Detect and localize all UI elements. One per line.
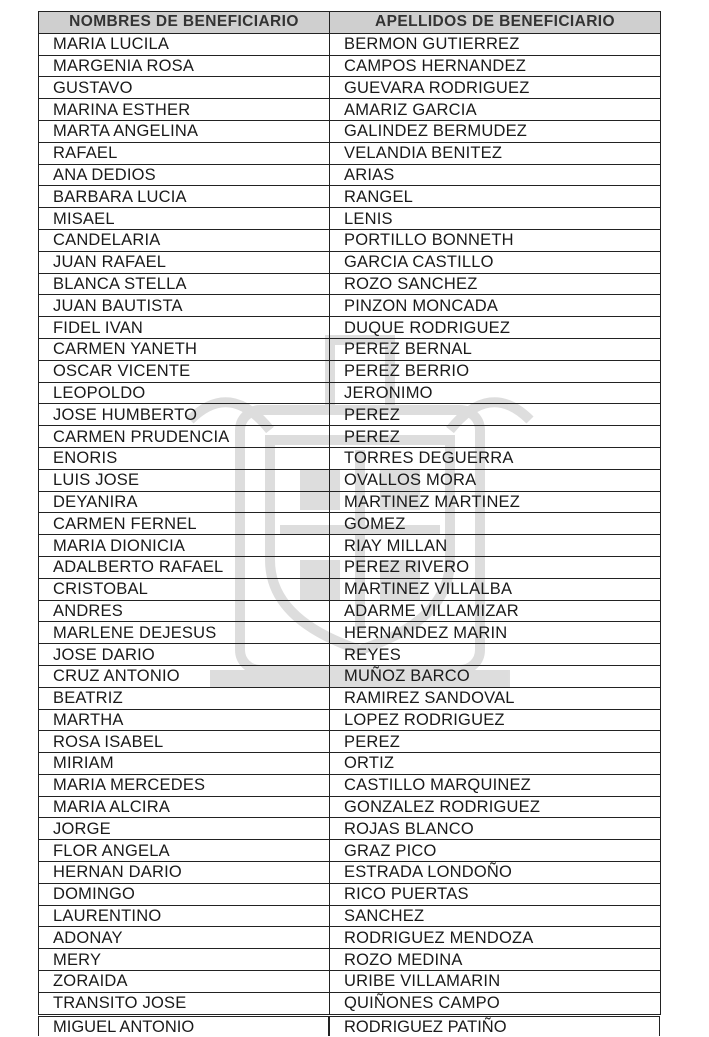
table-row	[39, 753, 661, 775]
last-name-cell: URIBE VILLAMARIN	[330, 971, 661, 993]
last-name-cell: TORRES DEGUERRA	[330, 447, 661, 469]
first-name-cell: JUAN BAUTISTA	[39, 295, 330, 317]
first-name-cell: ADONAY	[39, 927, 330, 949]
last-name-cell: CAMPOS HERNANDEZ	[330, 55, 661, 77]
table-row	[39, 513, 661, 535]
last-name-cell: LOPEZ RODRIGUEZ	[330, 709, 661, 731]
first-name-cell: ADALBERTO RAFAEL	[39, 556, 330, 578]
first-name-cell: ZORAIDA	[39, 971, 330, 993]
first-name-cell: CRISTOBAL	[39, 578, 330, 600]
last-name-cell: LENIS	[330, 208, 661, 230]
first-name-cell: RAFAEL	[39, 142, 330, 164]
last-name-cell: ROZO MEDINA	[330, 949, 661, 971]
table-row	[39, 818, 661, 840]
last-name-cell: MARTINEZ MARTINEZ	[330, 491, 661, 513]
table-row	[39, 229, 661, 251]
table-row	[39, 905, 661, 927]
last-name-cell: GALINDEZ BERMUDEZ	[330, 120, 661, 142]
last-name-cell: PEREZ	[330, 426, 661, 448]
first-name-cell: BEATRIZ	[39, 687, 330, 709]
first-name-cell: JOSE HUMBERTO	[39, 404, 330, 426]
table-row	[39, 862, 661, 884]
table-row	[39, 600, 661, 622]
table-row	[39, 120, 661, 142]
table-row	[39, 644, 661, 666]
first-name-cell: OSCAR VICENTE	[39, 360, 330, 382]
last-name-cell: GUEVARA RODRIGUEZ	[330, 77, 661, 99]
last-name-cell: GRAZ PICO	[330, 840, 661, 862]
table-row	[39, 186, 661, 208]
first-name-cell: BARBARA LUCIA	[39, 186, 330, 208]
beneficiary-table	[38, 11, 661, 1015]
last-name-cell: AMARIZ GARCIA	[330, 99, 661, 121]
last-name-cell: PEREZ	[330, 731, 661, 753]
last-name-cell: DUQUE RODRIGUEZ	[330, 317, 661, 339]
last-name-cell: QUIÑONES CAMPO	[330, 992, 661, 1014]
table-row	[39, 55, 661, 77]
last-name-cell: VELANDIA BENITEZ	[330, 142, 661, 164]
last-name-cell: MUÑOZ BARCO	[330, 665, 661, 687]
first-name-cell: JORGE	[39, 818, 330, 840]
last-name-cell: RODRIGUEZ MENDOZA	[330, 927, 661, 949]
first-name-cell: MARIA ALCIRA	[39, 796, 330, 818]
table-row	[39, 971, 661, 993]
last-name-cell: PINZON MONCADA	[330, 295, 661, 317]
last-name-cell: GONZALEZ RODRIGUEZ	[330, 796, 661, 818]
first-name-cell: MARTHA	[39, 709, 330, 731]
first-name-cell: DEYANIRA	[39, 491, 330, 513]
last-name-cell: ADARME VILLAMIZAR	[330, 600, 661, 622]
first-name-cell: FLOR ANGELA	[39, 840, 330, 862]
table-row	[39, 77, 661, 99]
first-name-cell: MISAEL	[39, 208, 330, 230]
last-name-cell: RAMIREZ SANDOVAL	[330, 687, 661, 709]
table-header-row	[39, 12, 661, 34]
table-row	[39, 840, 661, 862]
first-name-cell: MARGENIA ROSA	[39, 55, 330, 77]
table-row	[39, 578, 661, 600]
last-name-cell: PORTILLO BONNETH	[330, 229, 661, 251]
table-row	[39, 338, 661, 360]
table-row	[39, 992, 661, 1014]
first-name-cell: MERY	[39, 949, 330, 971]
last-name-cell: BERMON GUTIERREZ	[330, 33, 661, 55]
first-name-cell: ANDRES	[39, 600, 330, 622]
first-name-cell: MARIA MERCEDES	[39, 774, 330, 796]
last-name-cell: PEREZ BERNAL	[330, 338, 661, 360]
partial-first-name: MIGUEL ANTONIO	[38, 1016, 329, 1036]
first-name-cell: MARTA ANGELINA	[39, 120, 330, 142]
first-name-cell: JUAN RAFAEL	[39, 251, 330, 273]
last-name-cell: ORTIZ	[330, 753, 661, 775]
table-row	[39, 164, 661, 186]
last-name-cell: PEREZ RIVERO	[330, 556, 661, 578]
last-name-cell: RIAY MILLAN	[330, 535, 661, 557]
last-name-cell: GOMEZ	[330, 513, 661, 535]
first-name-cell: CARMEN PRUDENCIA	[39, 426, 330, 448]
last-name-cell: HERNANDEZ MARIN	[330, 622, 661, 644]
table-row	[39, 447, 661, 469]
last-name-cell: ARIAS	[330, 164, 661, 186]
first-name-cell: MARIA LUCILA	[39, 33, 330, 55]
table-row	[39, 99, 661, 121]
table-row	[39, 469, 661, 491]
table-row	[39, 360, 661, 382]
last-name-cell: CASTILLO MARQUINEZ	[330, 774, 661, 796]
table-row	[39, 709, 661, 731]
table-row	[39, 796, 661, 818]
table-row	[39, 33, 661, 55]
first-name-cell: MARIA DIONICIA	[39, 535, 330, 557]
last-name-cell: JERONIMO	[330, 382, 661, 404]
table-row	[39, 687, 661, 709]
last-name-cell: ROZO SANCHEZ	[330, 273, 661, 295]
partial-last-name: RODRIGUEZ PATIÑO	[329, 1016, 660, 1036]
table-row	[39, 251, 661, 273]
first-name-cell: TRANSITO JOSE	[39, 992, 330, 1014]
table-row	[39, 883, 661, 905]
first-name-cell: GUSTAVO	[39, 77, 330, 99]
header-last-names: APELLIDOS DE BENEFICIARIO	[330, 12, 661, 34]
first-name-cell: ROSA ISABEL	[39, 731, 330, 753]
last-name-cell: REYES	[330, 644, 661, 666]
table-row	[39, 622, 661, 644]
last-name-cell: ROJAS BLANCO	[330, 818, 661, 840]
last-name-cell: GARCIA CASTILLO	[330, 251, 661, 273]
table-row	[39, 927, 661, 949]
table-row	[39, 426, 661, 448]
first-name-cell: LUIS JOSE	[39, 469, 330, 491]
table-row	[39, 731, 661, 753]
first-name-cell: FIDEL IVAN	[39, 317, 330, 339]
first-name-cell: ANA DEDIOS	[39, 164, 330, 186]
last-name-cell: ESTRADA LONDOÑO	[330, 862, 661, 884]
table-row	[39, 208, 661, 230]
table-row	[39, 949, 661, 971]
partial-table-row	[38, 1016, 660, 1036]
table-row	[39, 556, 661, 578]
first-name-cell: BLANCA STELLA	[39, 273, 330, 295]
last-name-cell: PEREZ BERRIO	[330, 360, 661, 382]
first-name-cell: LEOPOLDO	[39, 382, 330, 404]
table-row	[39, 535, 661, 557]
table-row	[39, 382, 661, 404]
last-name-cell: PEREZ	[330, 404, 661, 426]
header-first-names: NOMBRES DE BENEFICIARIO	[39, 12, 330, 34]
table-row	[39, 665, 661, 687]
first-name-cell: CARMEN YANETH	[39, 338, 330, 360]
table-row	[39, 404, 661, 426]
last-name-cell: OVALLOS MORA	[330, 469, 661, 491]
last-name-cell: SANCHEZ	[330, 905, 661, 927]
first-name-cell: MARLENE DEJESUS	[39, 622, 330, 644]
table-row	[39, 317, 661, 339]
table-row	[39, 273, 661, 295]
first-name-cell: MARINA ESTHER	[39, 99, 330, 121]
first-name-cell: LAURENTINO	[39, 905, 330, 927]
table-row	[39, 774, 661, 796]
first-name-cell: CARMEN FERNEL	[39, 513, 330, 535]
last-name-cell: MARTINEZ VILLALBA	[330, 578, 661, 600]
first-name-cell: MIRIAM	[39, 753, 330, 775]
first-name-cell: CANDELARIA	[39, 229, 330, 251]
first-name-cell: JOSE DARIO	[39, 644, 330, 666]
last-name-cell: RANGEL	[330, 186, 661, 208]
first-name-cell: ENORIS	[39, 447, 330, 469]
first-name-cell: HERNAN DARIO	[39, 862, 330, 884]
table-row	[39, 142, 661, 164]
first-name-cell: CRUZ ANTONIO	[39, 665, 330, 687]
first-name-cell: DOMINGO	[39, 883, 330, 905]
last-name-cell: RICO PUERTAS	[330, 883, 661, 905]
table-row	[39, 491, 661, 513]
table-row	[39, 295, 661, 317]
